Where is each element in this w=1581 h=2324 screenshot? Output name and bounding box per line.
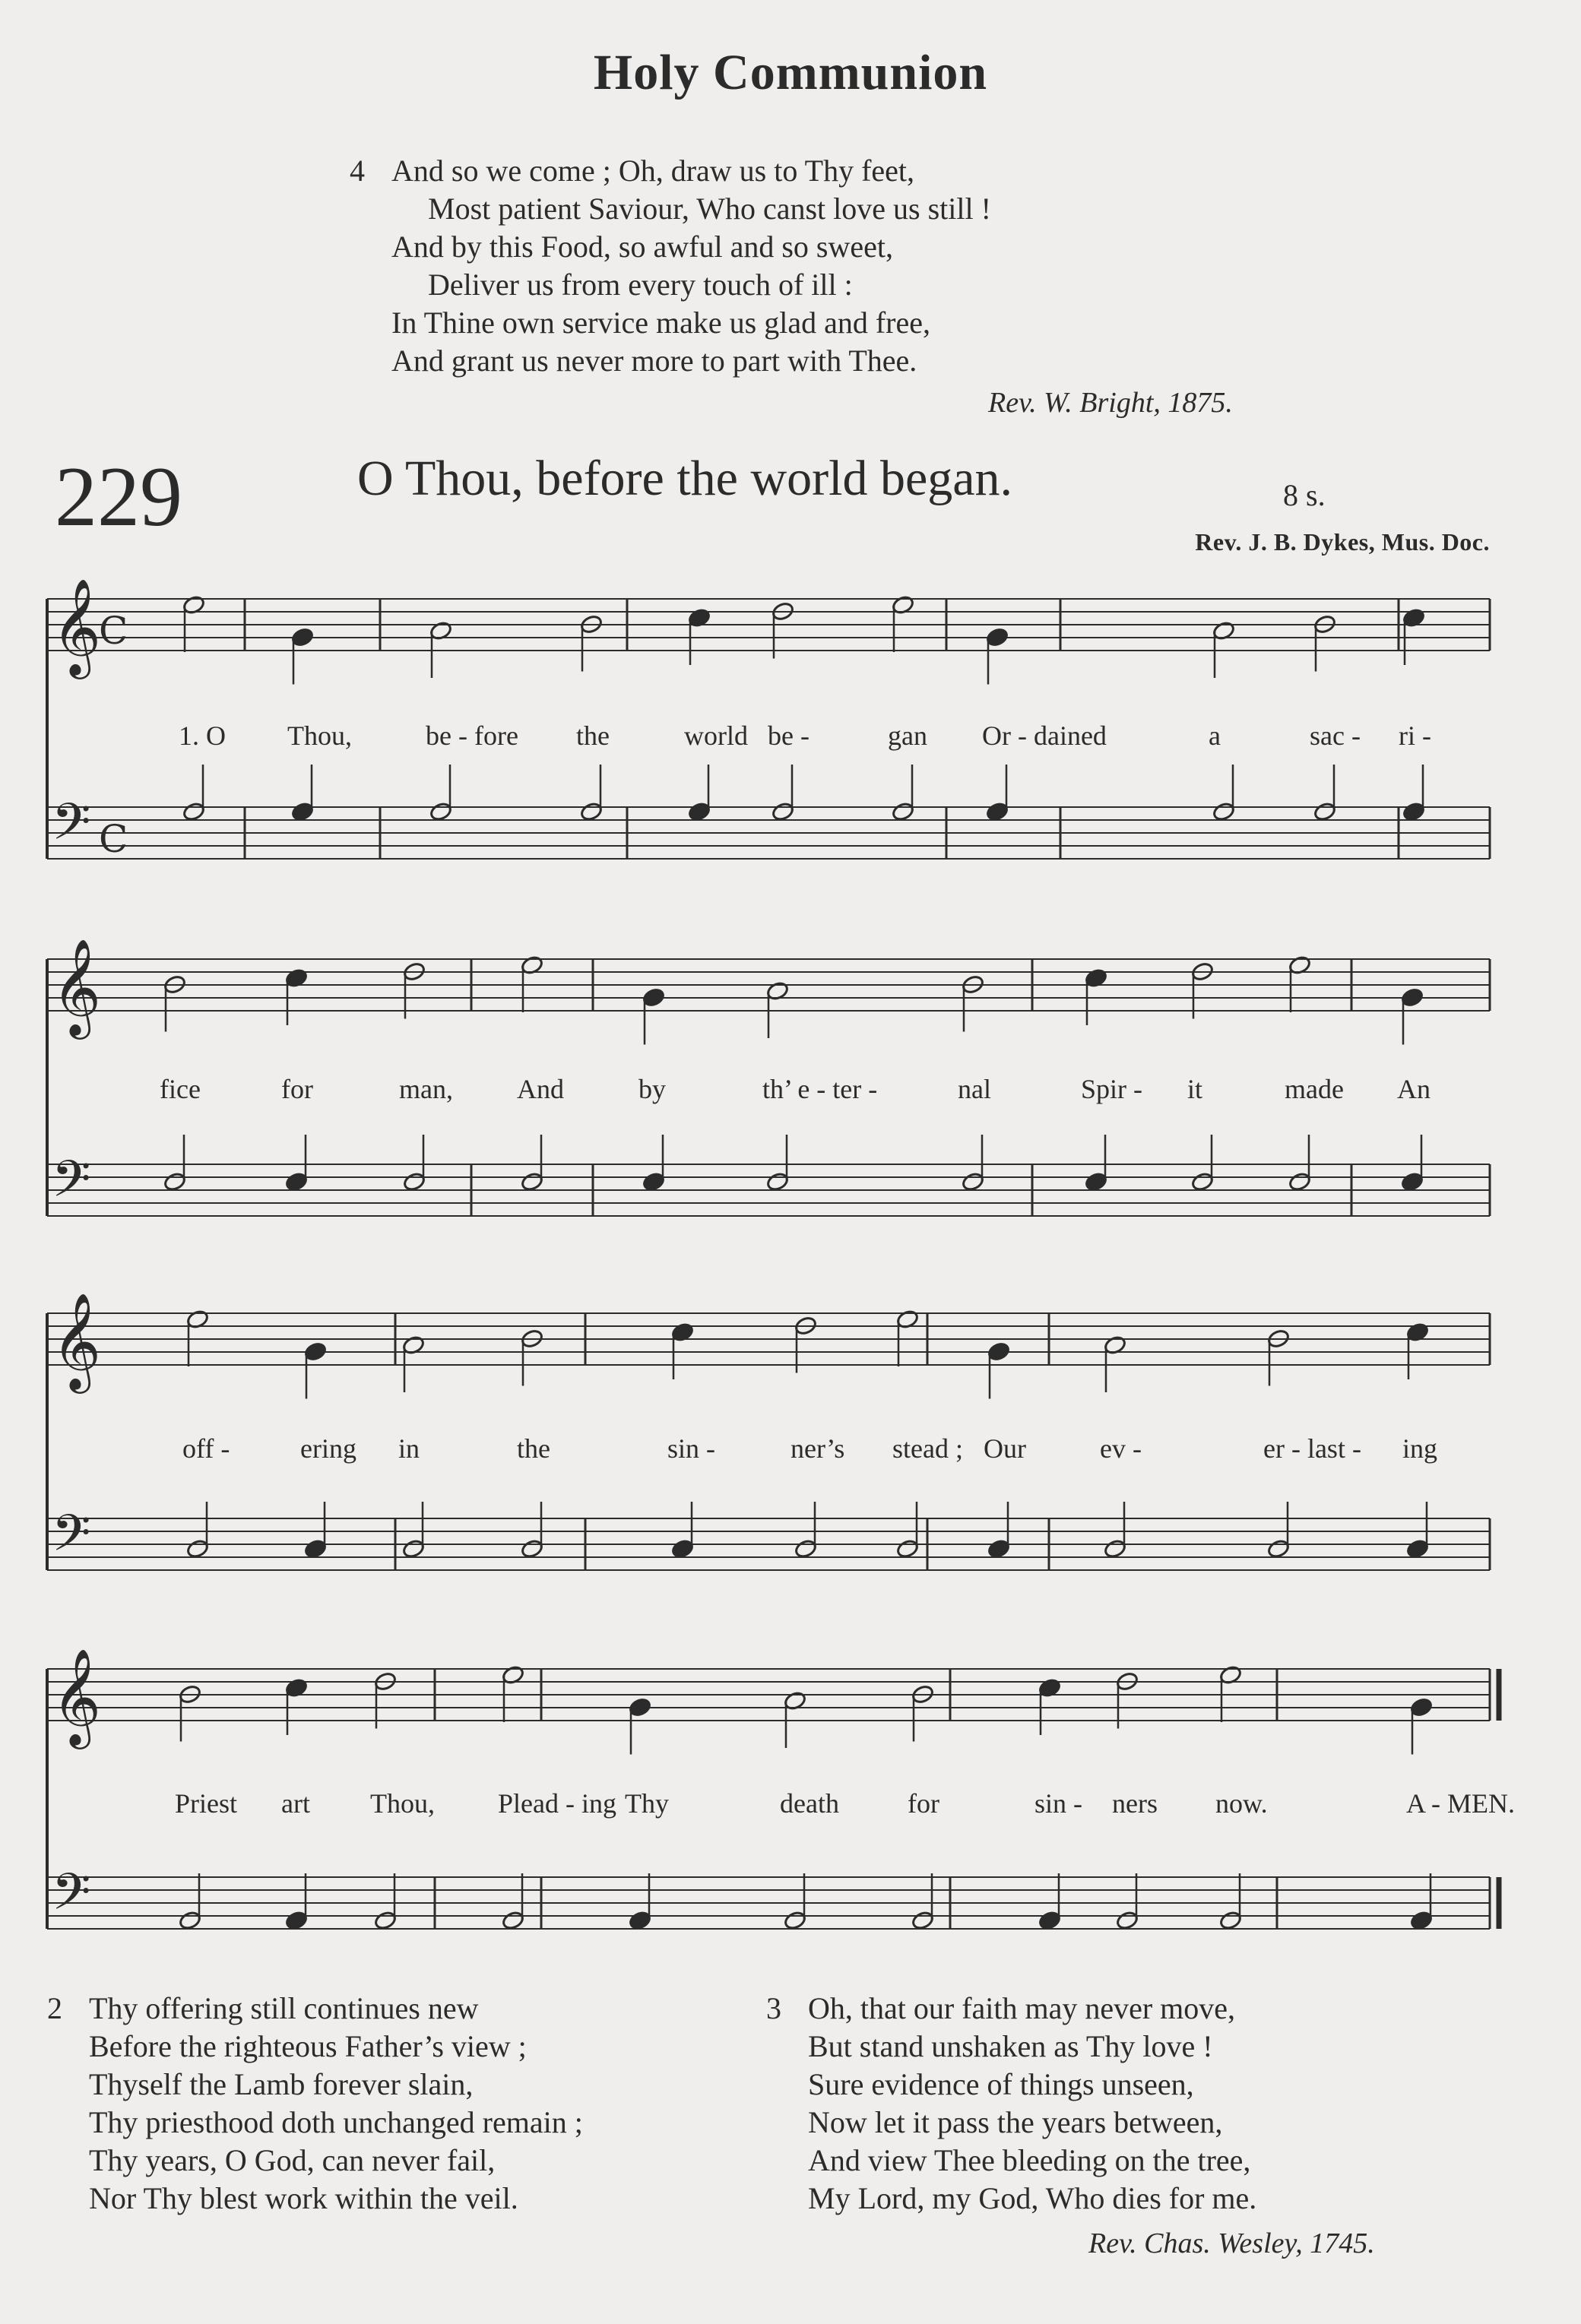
verse-line: And view Thee bleeding on the tree, <box>808 2143 1251 2177</box>
verse-line: In Thine own service make us glad and free, <box>391 306 931 340</box>
composer-credit: Rev. J. B. Dykes, Mus. Doc. <box>1195 528 1490 556</box>
verse-line: And so we come ; Oh, draw us to Thy feet, <box>391 154 915 188</box>
treble-clef-icon: 𝄞 <box>52 938 102 1035</box>
verse-line: Now let it pass the years between, <box>808 2105 1223 2139</box>
lyric-syllable: ing <box>1402 1433 1438 1464</box>
bass-clef-icon: 𝄢 <box>52 793 91 863</box>
lyric-syllable: 1. O <box>179 720 226 751</box>
lyric-syllable: be - fore <box>426 720 518 751</box>
verse-line: Thy priesthood doth unchanged remain ; <box>89 2105 583 2139</box>
hymn-meter: 8 s. <box>1283 478 1326 512</box>
hymn-number: 229 <box>55 450 182 544</box>
lyric-syllable: Thou, <box>370 1788 435 1819</box>
lyric-syllable: ners <box>1112 1788 1158 1819</box>
lyric-syllable: the <box>517 1433 550 1464</box>
lyric-syllable: er - last - <box>1263 1433 1361 1464</box>
verse-line: Thyself the Lamb forever slain, <box>89 2067 474 2101</box>
verse-3 <box>766 1990 1256 2218</box>
lyric-syllable: gan <box>888 720 927 751</box>
verse-line: Nor Thy blest work within the veil. <box>89 2181 518 2215</box>
lyric-syllable: death <box>780 1788 839 1819</box>
verse-line: Most patient Saviour, Who canst love us still ! <box>428 192 991 226</box>
verse-line: Sure evidence of things unseen, <box>808 2067 1194 2101</box>
lyric-syllable: A - MEN. <box>1406 1788 1515 1819</box>
lyric-syllable: a <box>1209 720 1221 751</box>
verse-line: Thy offering still continues new <box>89 1991 479 2025</box>
lyric-syllable: Or - dained <box>982 720 1107 751</box>
lyric-syllable: Our <box>984 1433 1026 1464</box>
page-header: Holy Communion <box>593 45 988 100</box>
lyric-syllable: nal <box>958 1074 991 1104</box>
lyric-syllable: stead ; <box>892 1433 963 1464</box>
verse-line: Before the righteous Father’s view ; <box>89 2029 527 2063</box>
lyric-syllable: for <box>281 1074 313 1104</box>
treble-clef-icon: 𝄞 <box>52 1292 102 1389</box>
verse-line: My Lord, my God, Who dies for me. <box>808 2181 1257 2215</box>
lyric-syllable: be - <box>768 720 810 751</box>
lyric-syllable: world <box>684 720 748 751</box>
verse-line: Deliver us from every touch of ill : <box>428 268 853 302</box>
bass-clef-icon: 𝄢 <box>52 1504 91 1575</box>
verse-line: But stand unshaken as Thy love ! <box>808 2029 1213 2063</box>
hymn-author: Rev. Chas. Wesley, 1745. <box>1088 2227 1375 2259</box>
lyric-syllable: it <box>1187 1074 1203 1104</box>
lyric-syllable: for <box>908 1788 939 1819</box>
verse-number: 4 <box>350 154 365 188</box>
lyric-syllable: ri - <box>1399 720 1431 751</box>
verse-line: Thy years, O God, can never fail, <box>89 2143 496 2177</box>
lyric-syllable: fice <box>160 1074 201 1104</box>
lyric-syllable: th’ e - ter - <box>762 1074 878 1104</box>
lyric-syllable: Spir - <box>1081 1074 1142 1104</box>
verse-2 <box>47 1990 583 2218</box>
lyric-syllable: sin - <box>1034 1788 1082 1819</box>
lyric-syllable: An <box>1397 1074 1431 1104</box>
lyric-syllable: Plead - ing <box>498 1788 616 1819</box>
lyric-syllable: Thy <box>625 1788 669 1819</box>
bass-clef-icon: 𝄢 <box>52 1150 91 1221</box>
lyric-syllable: art <box>281 1788 310 1819</box>
common-time-icon: C <box>99 817 128 861</box>
lyric-syllable: man, <box>399 1074 453 1104</box>
hymn-title: O Thou, before the world began. <box>357 451 1013 506</box>
lyric-syllable: Priest <box>175 1788 238 1819</box>
lyric-syllable: by <box>638 1074 666 1104</box>
verse-author: Rev. W. Bright, 1875. <box>988 387 1233 419</box>
lyric-syllable: ner’s <box>790 1433 845 1464</box>
verse-line: Oh, that our faith may never move, <box>808 1991 1236 2025</box>
verse-line: And grant us never more to part with Thee. <box>391 344 917 378</box>
lyric-syllable: sin - <box>667 1433 715 1464</box>
bass-clef-icon: 𝄢 <box>52 1863 91 1933</box>
treble-clef-icon: 𝄞 <box>52 1648 102 1745</box>
lyric-syllable: ev - <box>1100 1433 1142 1464</box>
lyric-syllable: the <box>576 720 610 751</box>
lyric-syllable: off - <box>182 1433 230 1464</box>
lyric-syllable: in <box>398 1433 420 1464</box>
common-time-icon: C <box>99 609 128 653</box>
verse-number: 2 <box>47 1991 62 2025</box>
treble-clef-icon: 𝄞 <box>52 578 102 675</box>
lyric-syllable: And <box>517 1074 564 1104</box>
lyric-syllable: sac - <box>1310 720 1361 751</box>
lyric-syllable: ering <box>300 1433 356 1464</box>
verse-line: And by this Food, so awful and so sweet, <box>391 230 893 264</box>
lyric-syllable: made <box>1285 1074 1344 1104</box>
lyric-syllable: now. <box>1215 1788 1268 1819</box>
lyric-syllable: Thou, <box>287 720 352 751</box>
verse-number: 3 <box>766 1991 781 2025</box>
